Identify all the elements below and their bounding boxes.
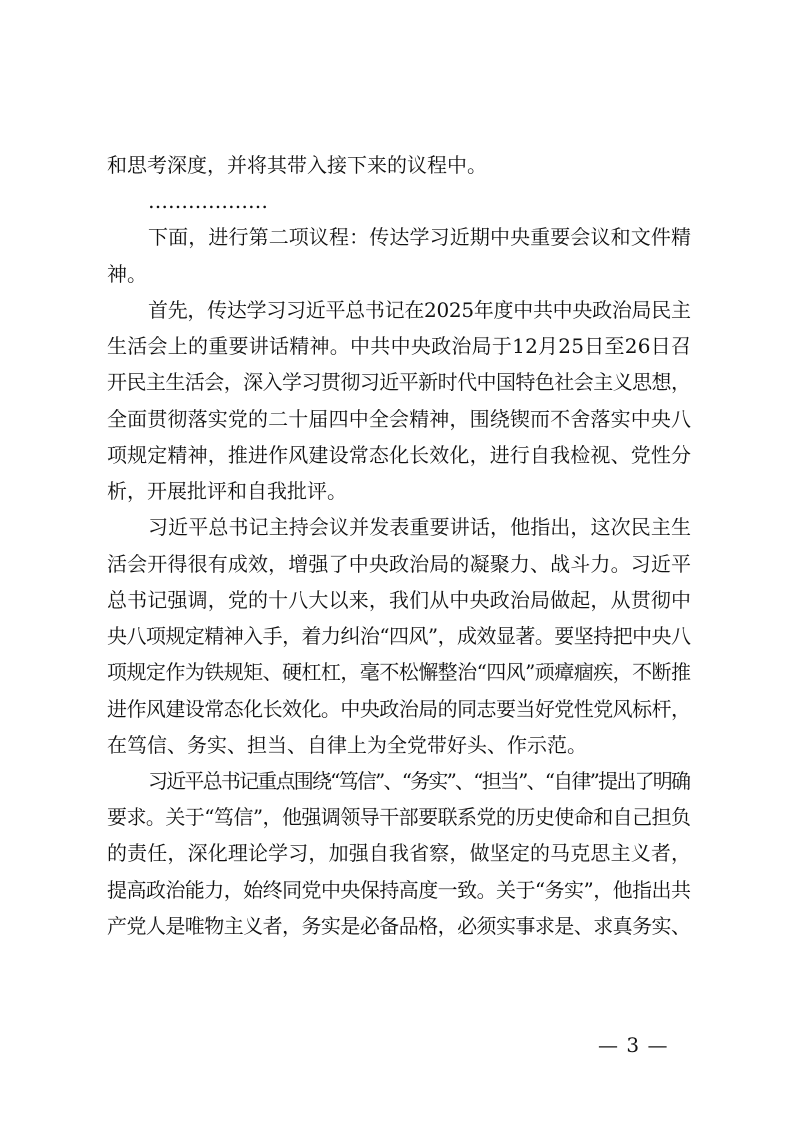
text-line: 全面贯彻落实党的二十届四中全会精神，围绕锲而不舍落实中央八: [107, 406, 692, 431]
paragraph: [107, 219, 691, 291]
text-line: 项规定精神，推进作风建设常态化长效化，进行自我检视、党性分: [107, 442, 692, 467]
text-line: 活会开得很有成效，增强了中央政治局的凝聚力、战斗力。习近平: [107, 551, 692, 576]
text-line: 在笃信、务实、担当、自律上为全党带好头、作示范。: [107, 732, 587, 757]
text-line: 要求。关于“笃信”，他强调领导干部要联系党的历史使命和自己担负: [107, 805, 691, 830]
page-number: — 3 —: [598, 1033, 669, 1057]
body-text: [107, 147, 691, 944]
text-line: 央八项规定精神入手，着力纠治“四风”，成效显著。要坚持把中央八: [107, 624, 691, 649]
text-line: 提高政治能力，始终同党中央保持高度一致。关于“务实”，他指出共: [107, 877, 691, 902]
text-line: 生活会上的重要讲话精神。中共中央政治局于12月25日至26日召: [107, 334, 692, 359]
paragraph: [107, 509, 691, 763]
paragraph: [107, 292, 691, 509]
text-line: 项规定作为铁规矩、硬杠杠，毫不松懈整治“四风”顽瘴痼疾，不断推: [107, 660, 691, 685]
paragraph: [107, 763, 691, 944]
text-line: 总书记强调，党的十八大以来，我们从中央政治局做起，从贯彻中: [107, 587, 692, 612]
text-line: 析，开展批评和自我批评。: [107, 479, 347, 504]
text-line: 首先，传达学习习近平总书记在2025年度中共中央政治局民主: [148, 297, 691, 322]
text-line: 下面，进行第二项议程：传达学习近期中央重要会议和文件精: [148, 225, 692, 250]
paragraph: [107, 147, 691, 183]
text-line: 开民主生活会，深入学习贯彻习近平新时代中国特色社会主义思想，: [107, 370, 691, 395]
text-line: 进作风建设常态化长效化。中央政治局的同志要当好党性党风标杆，: [107, 696, 691, 721]
ellipsis-line: ………………: [148, 189, 268, 214]
text-line: 产党人是唯物主义者，务实是必备品格，必须实事求是、求真务实、: [107, 913, 691, 938]
text-line: 习近平总书记重点围绕“笃信”、“务实”、“担当”、“自律”提出了明确: [148, 768, 690, 793]
text-line: 神。: [107, 261, 147, 286]
paragraph: [107, 183, 691, 219]
text-line: 和思考深度，并将其带入接下来的议程中。: [107, 153, 487, 177]
text-line: 的责任，深化理论学习，加强自我省察，做坚定的马克思主义者，: [107, 841, 692, 866]
text-line: 习近平总书记主持会议并发表重要讲话，他指出，这次民主生: [148, 515, 692, 540]
